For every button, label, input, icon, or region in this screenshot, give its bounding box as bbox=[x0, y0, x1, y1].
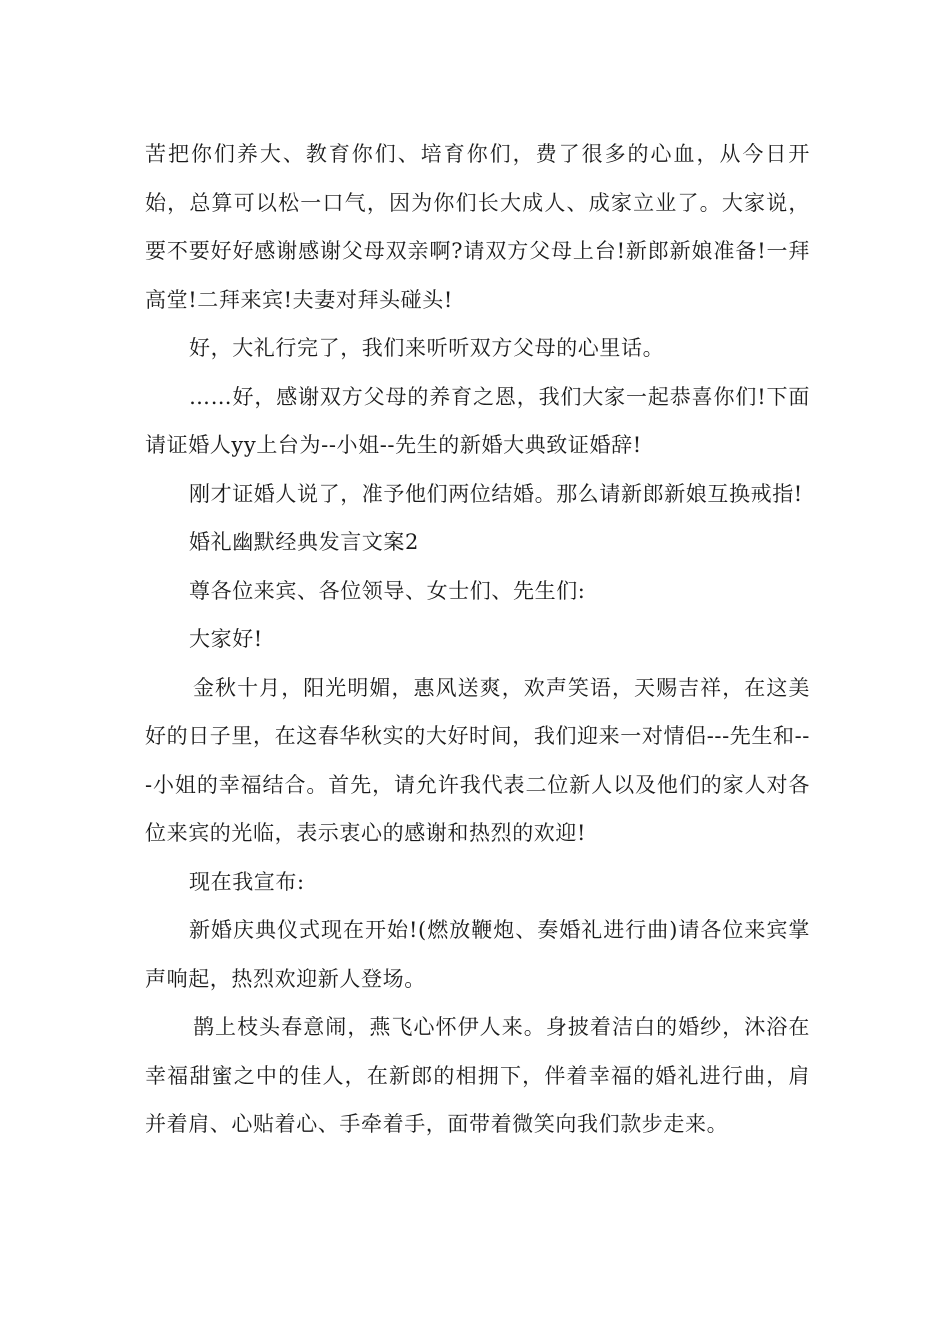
paragraph: 现在我宣布: bbox=[189, 869, 305, 894]
salutation: 尊各位来宾、各位领导、女士们、先生们: bbox=[189, 578, 586, 603]
greeting: 大家好! bbox=[189, 627, 263, 651]
paragraph: 金秋十月，阳光明媚，惠风送爽，欢声笑语，天赐吉祥，在这美好的日子里，在这春华秋实的大好时间，我们迎来一对情侣---先生和---小姐的幸福结合。首先，请允许我代表二位新人以及他们的家人对各位来宾的光临，表示衷心的感谢和热烈的欢迎! bbox=[145, 675, 810, 845]
paragraph: 新婚庆典仪式现在开始!(燃放鞭炮、奏婚礼进行曲)请各位来宾掌声响起，热烈欢迎新人登场。 bbox=[145, 918, 810, 991]
paragraph: 刚才证婚人说了，准予他们两位结婚。那么请新郎新娘互换戒指! bbox=[189, 481, 803, 506]
paragraph-continued: 苦把你们养大、教育你们、培育你们，费了很多的心血，从今日开始，总算可以松一口气，因为你们长大成人、成家立业了。大家说，要不要好好感谢感谢父母双亲啊?请双方父母上台!新郎新娘准备!一拜高堂!二拜来宾!夫妻对拜头碰头! bbox=[145, 142, 810, 312]
paragraph: 好，大礼行完了，我们来听听双方父母的心里话。 bbox=[189, 336, 665, 360]
paragraph: ……好，感谢双方父母的养育之恩，我们大家一起恭喜你们!下面请证婚人yy上台为--小姐--先生的新婚大典致证婚辞! bbox=[145, 384, 810, 457]
paragraph: 鹊上枝头春意闹，燕飞心怀伊人来。身披着洁白的婚纱，沐浴在幸福甜蜜之中的佳人，在新郎的相拥下，伴着幸福的婚礼进行曲，肩并着肩、心贴着心、手牵着手，面带着微笑向我们款步走来。 bbox=[145, 1015, 810, 1136]
document-body bbox=[145, 130, 810, 1149]
section-heading: 婚礼幽默经典发言文案2 bbox=[189, 530, 419, 554]
